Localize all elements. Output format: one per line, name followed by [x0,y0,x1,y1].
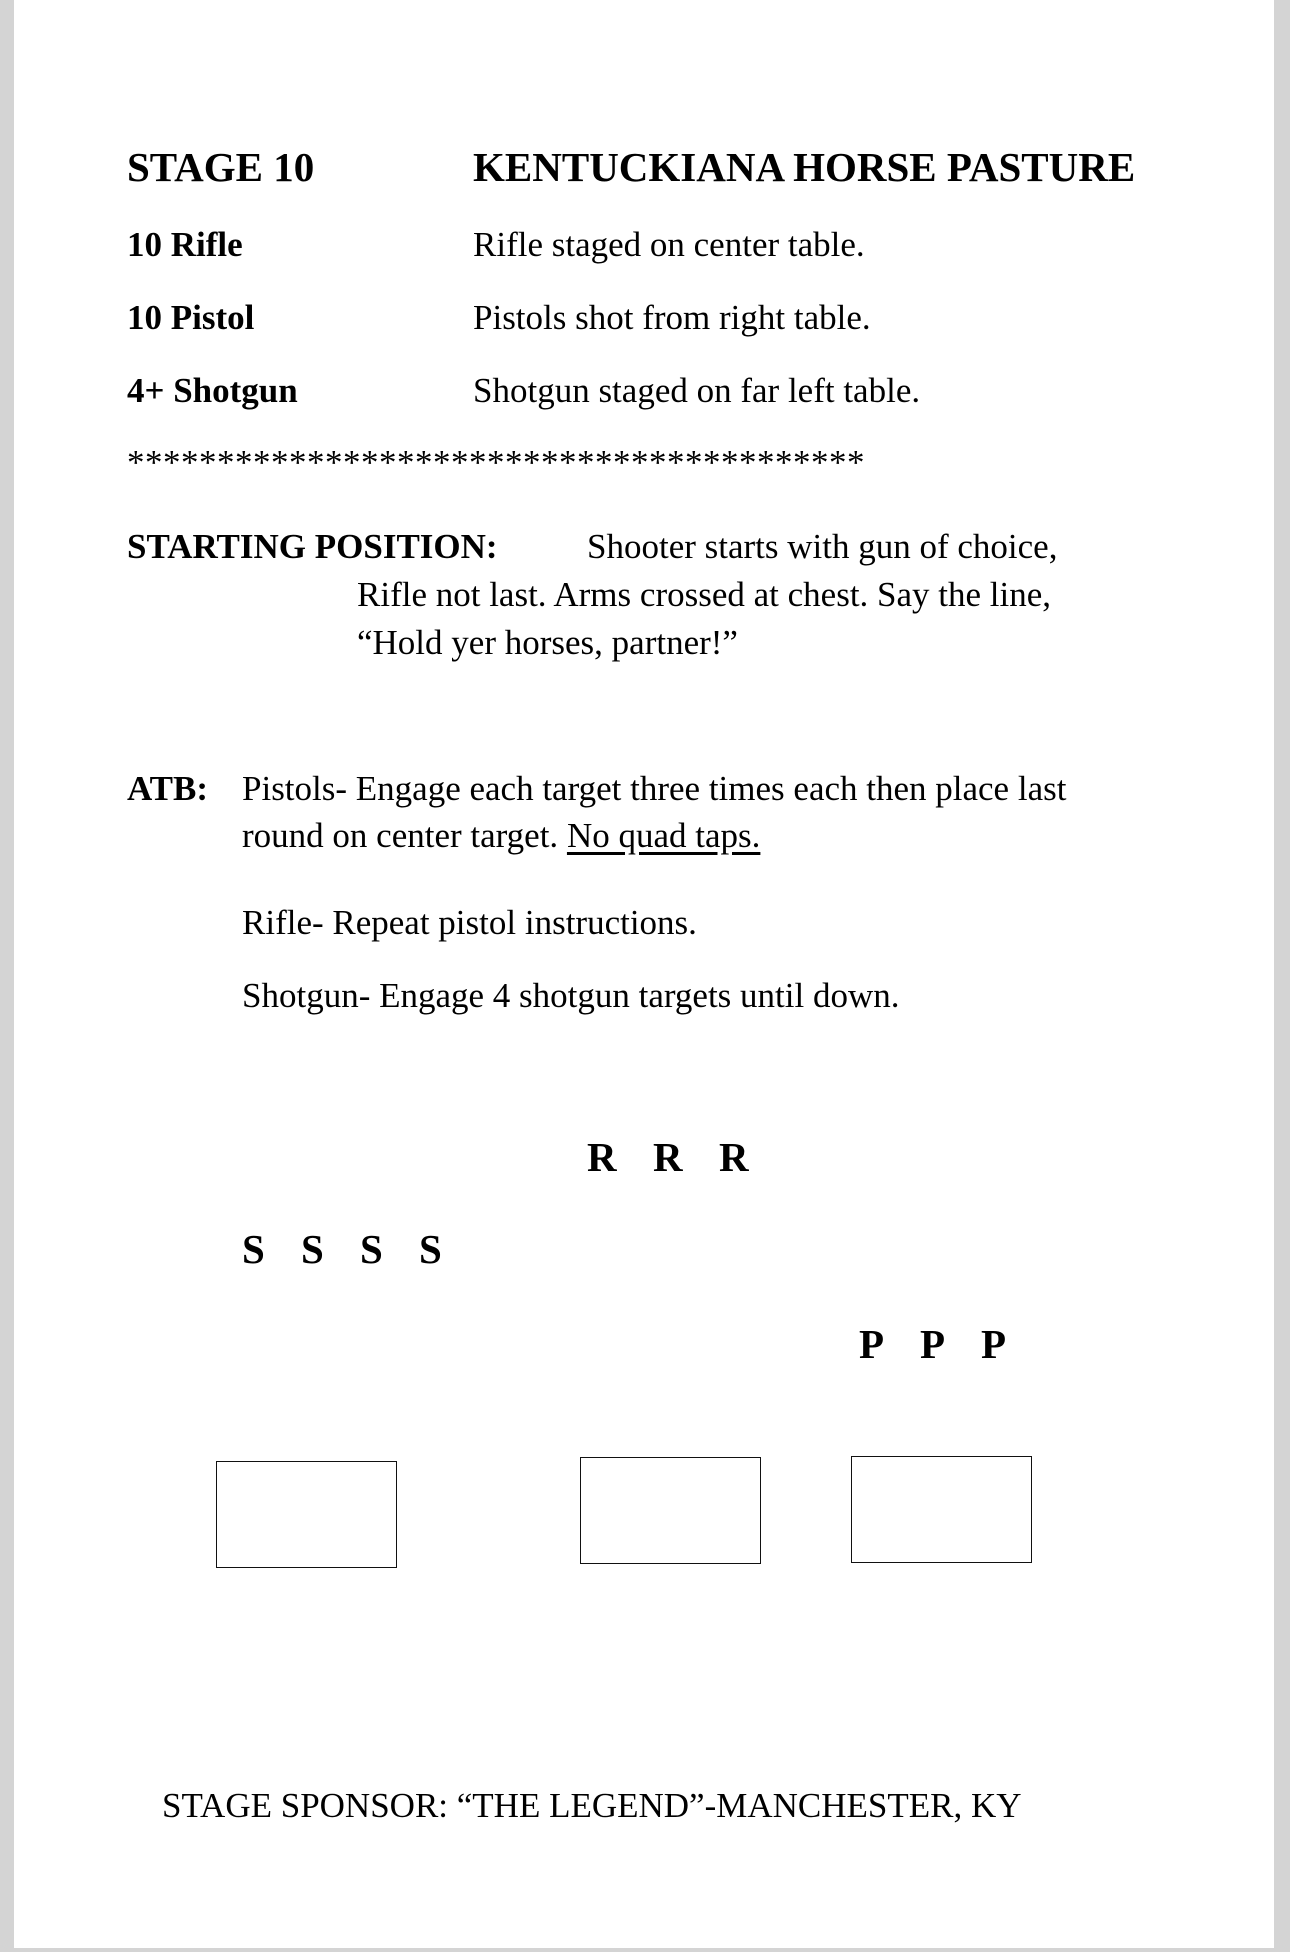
pistol-target: P [920,1321,946,1367]
atb-pistols-line-2-text: round on center target. [242,816,567,855]
rifle-staging-text: Rifle staged on center table. [473,225,865,264]
asterisk-separator: ***************************************** [127,443,865,482]
no-quad-taps-note: No quad taps. [566,816,761,855]
shotgun-target: S [242,1226,265,1272]
starting-position-line-2: Rifle not last. Arms crossed at chest. Say the line, [357,575,1052,614]
atb-rifle-instruction: Rifle- Repeat pistol instructions. [242,903,697,942]
left-table [216,1461,397,1568]
pistol-target: P [859,1321,885,1367]
right-table [851,1456,1032,1563]
shotgun-target: S [360,1226,383,1272]
starting-position-line-3: “Hold yer horses, partner!” [357,623,738,662]
starting-position-line-1: Shooter starts with gun of choice, [587,527,1058,566]
rifle-target: R [719,1134,749,1180]
pistol-staging-text: Pistols shot from right table. [473,298,871,337]
pistol-targets [859,1320,1006,1368]
stage-title: KENTUCKIANA HORSE PASTURE [473,144,1136,190]
shotgun-count-label: 4+ Shotgun [127,371,298,410]
atb-label: ATB: [127,769,209,808]
shotgun-targets [242,1225,442,1273]
rifle-target: R [587,1134,617,1180]
stage-number: STAGE 10 [127,144,315,190]
shotgun-staging-text: Shotgun staged on far left table. [473,371,921,410]
rifle-target: R [653,1134,683,1180]
stage-document [14,0,1274,1948]
shotgun-target: S [419,1226,442,1272]
atb-pistols-line-2 [242,816,760,856]
rifle-count-label: 10 Rifle [127,225,243,264]
shotgun-target: S [301,1226,324,1272]
stage-sponsor: STAGE SPONSOR: “THE LEGEND”-MANCHESTER, KY [162,1786,1022,1825]
center-table [580,1457,761,1564]
pistol-target: P [981,1321,1007,1367]
atb-pistols-line-1: Pistols- Engage each target three times each then place last [242,769,1067,808]
atb-shotgun-instruction: Shotgun- Engage 4 shotgun targets until down. [242,976,900,1015]
starting-position-label: STARTING POSITION: [127,527,498,566]
rifle-targets [587,1133,749,1181]
pistol-count-label: 10 Pistol [127,298,255,337]
